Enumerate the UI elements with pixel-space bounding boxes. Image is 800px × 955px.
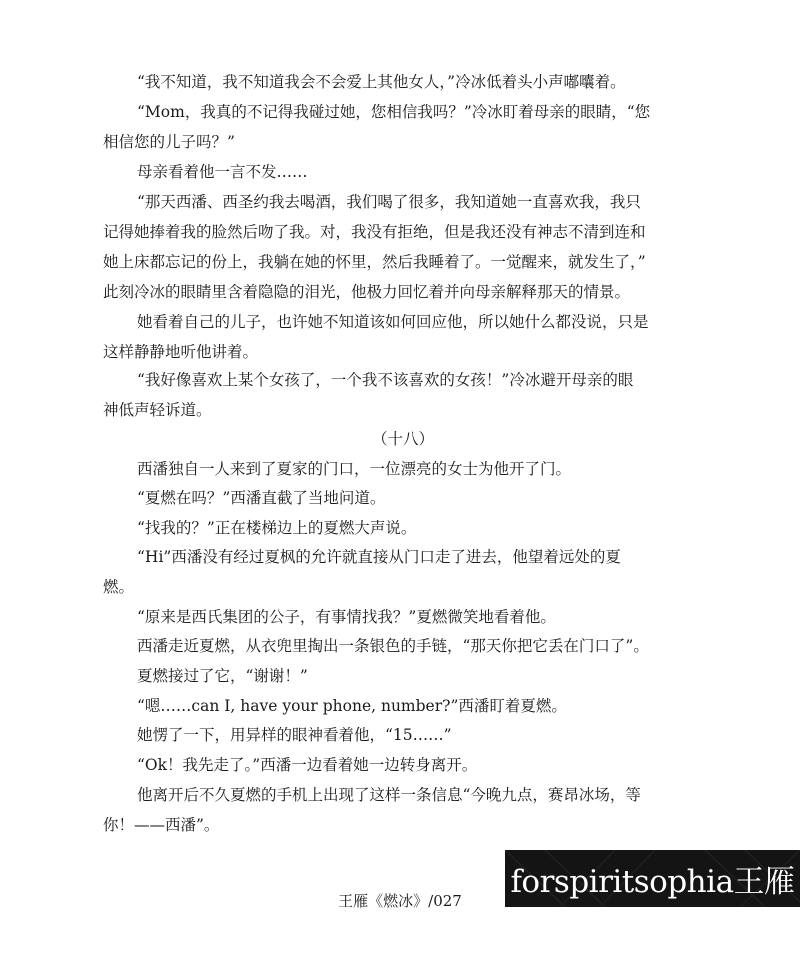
text-line: “Hi”西潘没有经过夏枫的允许就直接从门口走了进去，他望着远处的夏 — [137, 548, 621, 566]
text-line: “找我的？”正在楼梯边上的夏燃大声说。 — [137, 519, 417, 537]
text-line: 燃。 — [103, 578, 135, 596]
text-line: 此刻冷冰的眼睛里含着隐隐的泪光，他极力回忆着并向母亲解释那天的情景。 — [103, 283, 631, 301]
text-line: 这样静静地听他讲着。 — [103, 343, 259, 361]
text-line: 母亲看着他一言不发…… — [137, 163, 308, 181]
text-line: “我不知道，我不知道我会不会爱上其他女人，”冷冰低着头小声嘟囔着。 — [137, 73, 626, 91]
page-footer: 王雁《燃冰》/027 — [338, 892, 462, 910]
text-line: “那天西潘、西圣约我去喝酒，我们喝了很多，我知道她一直喜欢我，我只 — [137, 193, 641, 211]
text-line: 夏燃接过了它，“谢谢！” — [137, 667, 308, 685]
watermark-text: forspiritsophia王雁 — [510, 864, 795, 900]
text-line: “我好像喜欢上某个女孩了，一个我不该喜欢的女孩！”冷冰避开母亲的眼 — [137, 371, 634, 389]
chapter-heading: （十八） — [372, 430, 435, 448]
text-line: 她看着自己的儿子，也许她不知道该如何回应他，所以她什么都没说，只是 — [137, 313, 649, 331]
text-line: “嗯……can I, have your phone, number?”西潘盯着夏燃。 — [137, 697, 567, 715]
text-line: 她上床都忘记的份上，我躺在她的怀里，然后我睡着了。一觉醒来，就发生了，” — [103, 253, 646, 271]
watermark-badge — [505, 850, 800, 907]
text-line: “Mom，我真的不记得我碰过她，您相信我吗？”冷冰盯着母亲的眼睛，“您 — [137, 103, 651, 121]
text-line: “原来是西氏集团的公子，有事情找我？”夏燃微笑地看着他。 — [137, 608, 556, 626]
text-line: 西潘走近夏燃，从衣兜里掏出一条银色的手链，“那天你把它丢在门口了”。 — [137, 637, 649, 655]
text-line: 他离开后不久夏燃的手机上出现了这样一条信息“今晚九点，赛昂冰场，等 — [137, 786, 641, 804]
text-line: 相信您的儿子吗？” — [103, 133, 235, 151]
text-line: 她愣了一下，用异样的眼神看着他，“15……” — [137, 726, 452, 744]
text-line: “夏燃在吗？”西潘直截了当地问道。 — [137, 489, 386, 507]
text-line: 神低声轻诉道。 — [103, 401, 212, 419]
text-line: 你！——西潘”。 — [103, 816, 220, 834]
text-line: 记得她捧着我的脸然后吻了我。对，我没有拒绝，但是我还没有神志不清到连和 — [103, 223, 646, 241]
text-line: 西潘独自一人来到了夏家的门口，一位漂亮的女士为他开了门。 — [137, 460, 572, 478]
text-line: “Ok！我先走了。”西潘一边看着她一边转身离开。 — [137, 756, 478, 774]
